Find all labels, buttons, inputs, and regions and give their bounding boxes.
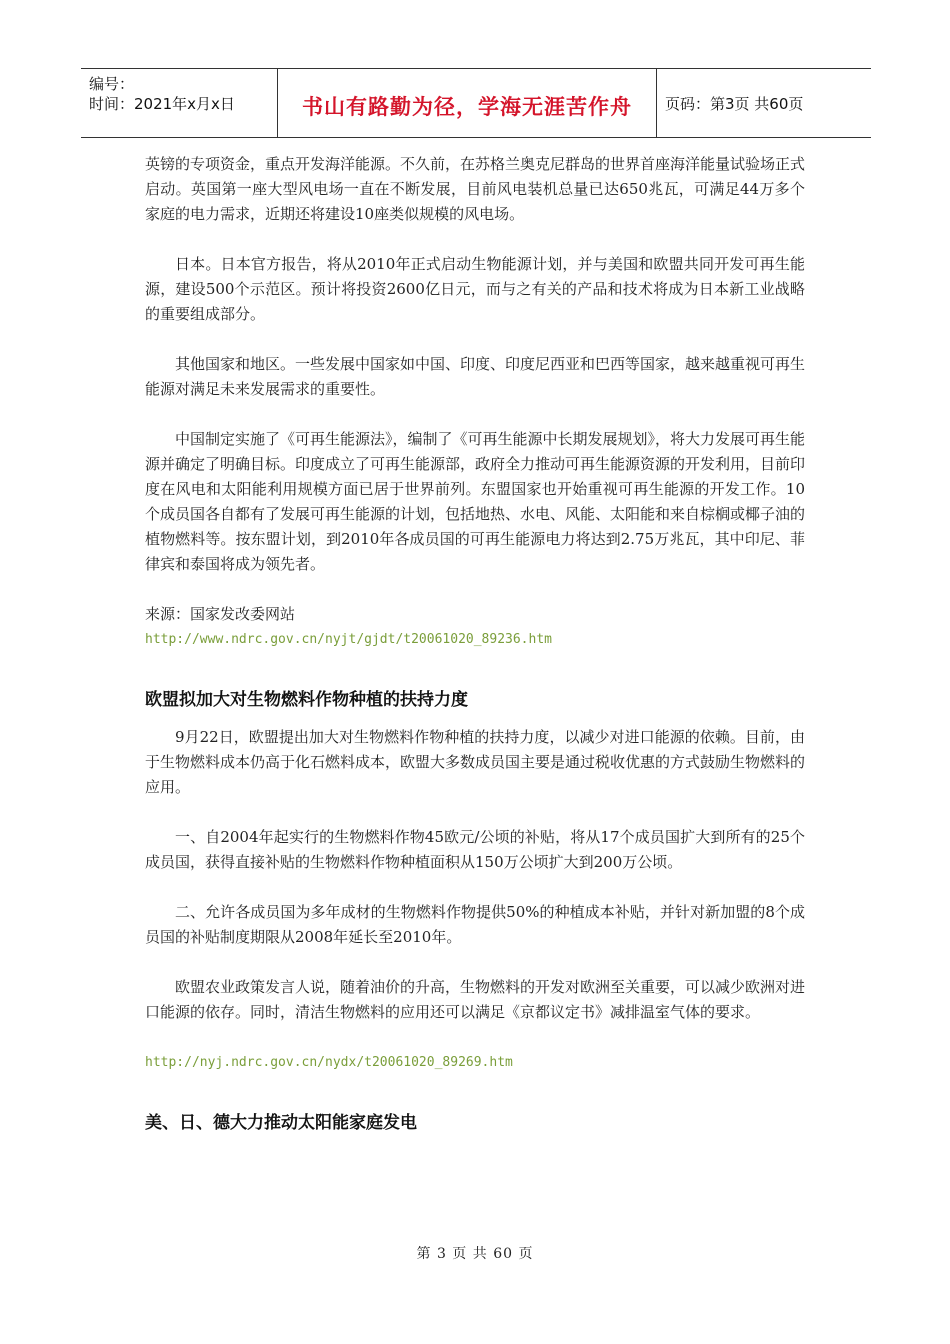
- paragraph-eu-spokesman: 欧盟农业政策发言人说，随着油价的升高，生物燃料的开发对欧洲至关重要，可以减少欧洲对进口能源的依存。同时，清洁生物燃料的应用还可以满足《京都议定书》减排温室气体的要求。: [145, 978, 806, 1021]
- paragraph-china-india-asean: 中国制定实施了《可再生能源法》，编制了《可再生能源中长期发展规划》，将大力发展可再生能源并确定了明确目标。印度成立了可再生能源部，政府全力推动可再生能源资源的开发利用，目前印度在风电和太阳能利用规模方面已居于世界前列。东盟国家也开始重视可再生能源的开发工作。10个成员国各自都有了发展可再生能源的计划，包括地热、水电、风能、太阳能和来自棕榈或椰子油的植物燃料等。按东盟计划，到2010年各成员国的可再生能源电力将达到2.75万兆瓦，其中印尼、菲律宾和泰国将成为领先者。: [145, 430, 806, 573]
- paragraph-eu-intro: 9月22日，欧盟提出加大对生物燃料作物种植的扶持力度，以减少对进口能源的依赖。目前，由于生物燃料成本仍高于化石燃料成本，欧盟大多数成员国主要是通过税收优惠的方式鼓励生物燃料的应用。: [145, 728, 806, 796]
- page-footer: 第 3 页 共 60 页: [416, 1246, 534, 1262]
- doc-number-label: 编号：: [89, 75, 135, 93]
- source-label: 来源：国家发改委网站: [145, 605, 296, 623]
- header-motto-cell: [278, 69, 657, 137]
- section-heading-solar: 美、日、德大力推动太阳能家庭发电: [145, 1113, 417, 1133]
- page-header: [81, 68, 871, 138]
- source-link-2[interactable]: http://nyj.ndrc.gov.cn/nydx/t20061020_89269.htm: [145, 1055, 513, 1070]
- header-page-info: 页码：第3页 共60页: [665, 95, 804, 113]
- document-body: [145, 152, 805, 1136]
- header-motto: 书山有路勤为径，学海无涯苦作舟: [302, 95, 632, 119]
- header-page-cell: [657, 69, 871, 137]
- section-heading-eu-biofuel: 欧盟拟加大对生物燃料作物种植的扶持力度: [145, 690, 468, 710]
- source-link-1[interactable]: http://www.ndrc.gov.cn/nyjt/gjdt/t20061020_89236.htm: [145, 632, 552, 647]
- paragraph-other-countries: 其他国家和地区。一些发展中国家如中国、印度、印度尼西亚和巴西等国家，越来越重视可再生能源对满足未来发展需求的重要性。: [145, 355, 806, 398]
- doc-time-label: 时间：2021年x月x日: [89, 95, 235, 113]
- paragraph-japan: 日本。日本官方报告，将从2010年正式启动生物能源计划，并与美国和欧盟共同开发可再生能源，建设500个示范区。预计将投资2600亿日元，而与之有关的产品和技术将成为日本新工业战略的重要组成部分。: [145, 255, 805, 323]
- paragraph-eu-point-2: 二、允许各成员国为多年成材的生物燃料作物提供50%的种植成本补贴，并针对新加盟的8个成员国的补贴制度期限从2008年延长至2010年。: [145, 903, 805, 946]
- header-meta: [81, 69, 278, 137]
- paragraph-eu-point-1: 一、自2004年起实行的生物燃料作物45欧元/公顷的补贴，将从17个成员国扩大到所有的25个成员国，获得直接补贴的生物燃料作物种植面积从150万公顷扩大到200万公顷。: [145, 828, 805, 871]
- paragraph-uk: 英镑的专项资金，重点开发海洋能源。不久前，在苏格兰奥克尼群岛的世界首座海洋能量试验场正式启动。英国第一座大型风电场一直在不断发展，目前风电装机总量已达650兆瓦，可满足44万多个家庭的电力需求，近期还将建设10座类似规模的风电场。: [145, 155, 806, 223]
